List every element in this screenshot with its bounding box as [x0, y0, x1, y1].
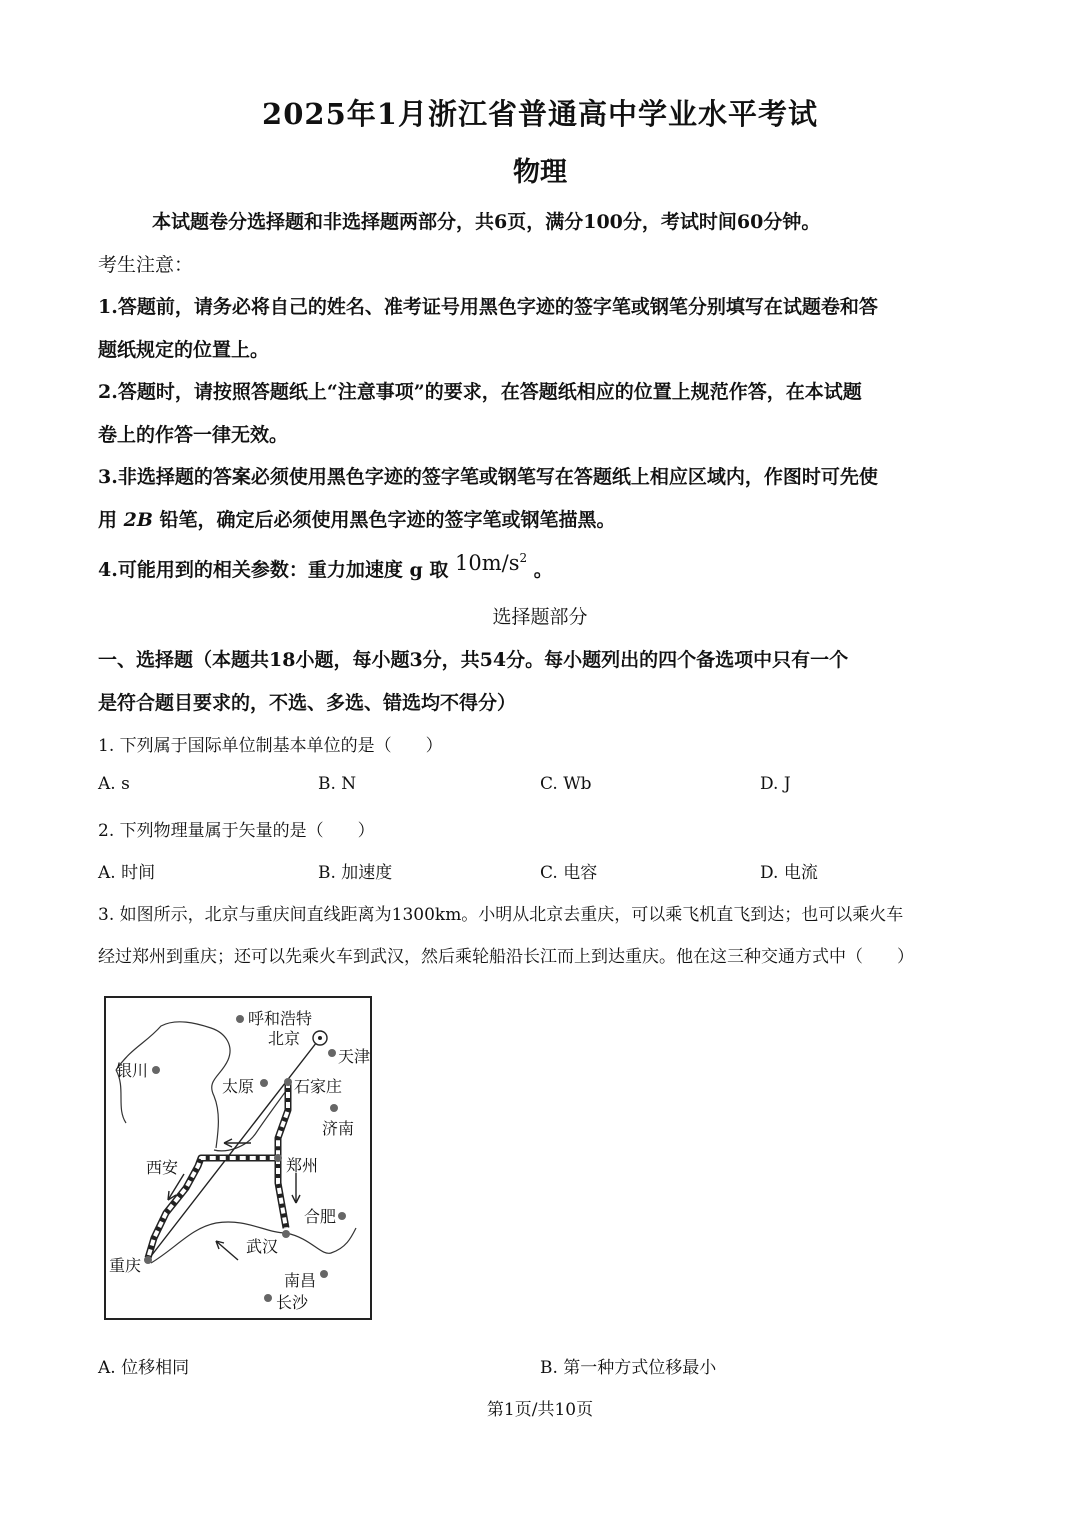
city-label-taiyuan: 太原 [222, 1077, 255, 1096]
notice-item-1-line-1: 1.答题前，请务必将自己的姓名、准考证号用黑色字迹的签字笔或钢笔分别填写在试题卷和答 [98, 296, 878, 318]
page-number: 第1页/共10页 [486, 1400, 594, 1420]
section-desc-line-2: 是符合题目要求的，不选、多选、错选均不得分） [98, 692, 517, 714]
question-1-option-a[interactable]: A. s [98, 774, 130, 794]
city-label-xian: 西安 [146, 1158, 179, 1177]
notice-item-2-line-1: 2.答题时，请按照答题纸上“注意事项”的要求，在答题纸相应的位置上规范作答，在本试题 [98, 381, 862, 403]
city-label-shijiazhuang: 石家庄 [294, 1077, 343, 1096]
notice-item-2-line-2: 卷上的作答一律无效。 [98, 424, 289, 446]
subject-title: 物理 [513, 157, 567, 188]
question-2-option-c[interactable]: C. 电容 [540, 863, 598, 883]
question-2-stem: 2. 下列物理量属于矢量的是（ ） [98, 821, 375, 841]
city-label-hefei: 合肥 [304, 1207, 337, 1226]
route-map-figure [104, 996, 372, 1320]
city-label-yinchuan: 银川 [116, 1061, 149, 1080]
question-2-option-a[interactable]: A. 时间 [98, 863, 156, 883]
yellow-river-line [116, 1022, 230, 1148]
question-2-option-d[interactable]: D. 电流 [760, 863, 818, 883]
notice-item-1-line-2: 题纸规定的位置上。 [98, 339, 270, 361]
intro-text: 本试题卷分选择题和非选择题两部分，共6页，满分100分，考试时间60分钟。 [152, 211, 821, 233]
question-1-option-c[interactable]: C. Wb [540, 774, 592, 794]
city-label-tianjin: 天津 [338, 1047, 371, 1066]
question-1-stem: 1. 下列属于国际单位制基本单位的是（ ） [98, 736, 443, 756]
city-label-changsha: 长沙 [276, 1293, 309, 1312]
notice-item-3-line-1: 3.非选择题的答案必须使用黑色字迹的签字笔或钢笔写在答题纸上相应区域内，作图时可先使 [98, 466, 878, 488]
question-1-option-b[interactable]: B. N [318, 774, 357, 794]
city-label-nanchang: 南昌 [284, 1271, 317, 1290]
city-label-jinan: 济南 [322, 1119, 355, 1138]
city-dot-yinchuan [152, 1066, 160, 1074]
city-dot-chongqing [144, 1256, 152, 1264]
section-desc-line-1: 一、选择题（本题共18小题，每小题3分，共54分。每小题列出的四个备选项中只有一个 [98, 649, 849, 671]
city-dot-hefei [338, 1212, 346, 1220]
question-3-option-b[interactable]: B. 第一种方式位移最小 [540, 1358, 717, 1378]
city-label-wuhan: 武汉 [246, 1237, 279, 1256]
notice-heading: 考生注意： [98, 254, 194, 276]
notice-item-3-pencil: 2B [123, 509, 153, 531]
notice-item-3-prefix: 用 [98, 509, 118, 531]
question-2-option-b[interactable]: B. 加速度 [318, 863, 393, 883]
city-dot-wuhan [282, 1230, 290, 1238]
city-label-chongqing: 重庆 [109, 1256, 142, 1275]
question-1-option-d[interactable]: D. J [760, 774, 791, 794]
city-dot-changsha [264, 1294, 272, 1302]
city-dot-tianjin [328, 1049, 336, 1057]
notice-item-3-line-2 [98, 505, 616, 532]
question-3-stem-line-2: 经过郑州到重庆；还可以先乘火车到武汉，然后乘轮船沿长江而上到达重庆。他在这三种交通方式中（ ） [98, 947, 914, 967]
city-label-huhehaote: 呼和浩特 [248, 1009, 313, 1028]
city-dot-nanchang [320, 1270, 328, 1278]
city-dot-shijiazhuang [284, 1078, 292, 1086]
gravity-value: $10m/s^2$ [454, 551, 528, 575]
question-3-option-a[interactable]: A. 位移相同 [98, 1358, 190, 1378]
city-label-zhengzhou: 郑州 [286, 1156, 319, 1175]
notice-item-3-suffix: 铅笔，确定后必须使用黑色字迹的签字笔或钢笔描黑。 [159, 509, 616, 531]
exam-title: 2025年1月浙江省普通高中学业水平考试 [262, 97, 818, 131]
arrow-upstream-icon [216, 1241, 238, 1260]
section-title: 选择题部分 [492, 606, 588, 628]
notice-item-4-end: 。 [533, 559, 553, 581]
notice-item-4 [98, 551, 553, 582]
city-dot-taiyuan [260, 1079, 268, 1087]
city-label-beijing: 北京 [268, 1029, 301, 1048]
notice-item-4-text: 4.可能用到的相关参数：重力加速度 g 取 [98, 559, 449, 581]
question-3-stem-line-1: 3. 如图所示，北京与重庆间直线距离为1300km。小明从北京去重庆，可以乘飞机直飞到达；也可以乘火车 [98, 905, 904, 925]
city-dot-zhengzhou [274, 1154, 282, 1162]
flight-route-line [148, 1038, 320, 1260]
city-dot-huhehaote [236, 1015, 244, 1023]
city-dot-jinan [330, 1104, 338, 1112]
